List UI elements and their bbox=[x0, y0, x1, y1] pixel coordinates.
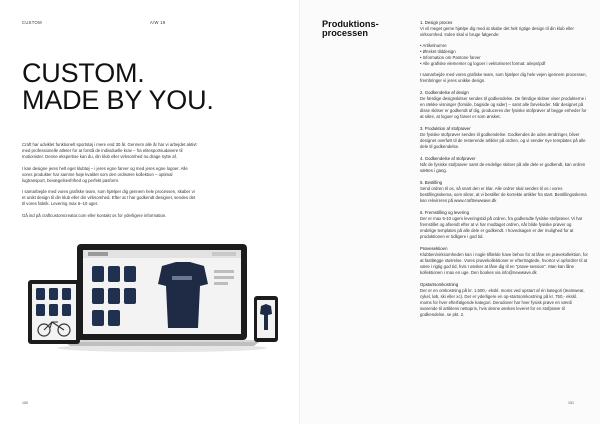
step-text: Når de fysiske stofprøver samt de endelige skitser på alle dele er godkendt, kan ordren sættes i gang. bbox=[420, 162, 586, 173]
season-label: A/W 19 bbox=[150, 20, 166, 25]
requirements-list bbox=[420, 43, 588, 67]
list-item: • Ønsket tilddesign bbox=[420, 49, 588, 55]
section-title-line-1: Produktions- bbox=[322, 19, 379, 29]
step-heading: 6. Fremstilling og levering bbox=[420, 210, 469, 215]
process-step bbox=[420, 90, 588, 120]
process-step bbox=[420, 156, 588, 174]
process-step bbox=[420, 126, 588, 150]
headline-line-1: CUSTOM. bbox=[22, 58, 145, 88]
step-heading: Prøvesektioen bbox=[420, 246, 448, 251]
intro-paragraph: I kan designe jeres helt eget klubtøj – i jeres egne farver og med jeres egne logoer. Alle vores produkter har samme høje kvalitet som den ordinære kollektion – optimal lugtransport, bevægelsesfrihed og perfekt pasform. bbox=[22, 165, 188, 183]
process-steps bbox=[420, 20, 588, 324]
process-step bbox=[420, 246, 588, 276]
step-text: I samarbejde med vores grafiske team, som hjælper dig hele vejen igennem processen, frembringer vi jeres unikke design. bbox=[420, 72, 587, 83]
process-step bbox=[420, 210, 588, 240]
step-heading: 3. Produktion af stofprøver bbox=[420, 126, 471, 131]
step-text: Der er max 6-10 ugers leveringstid på ordren, fra godkendte fysiske stofprøver. Vi har fremstillet og afsendt efter at vi har modtaget ordren, når blide fysiske prøver og endelige templates på alle dele er godkendt. I hovedsagen er der mulighed for at produktionen er tidligere i god tid. bbox=[420, 216, 583, 239]
step-heading: 1. Design proces bbox=[420, 20, 453, 25]
list-item: • Alle grafiske elementer og logoer i vektoriseret format: ai/eps/pdf bbox=[420, 61, 588, 67]
list-item: • Artikelnumre bbox=[420, 43, 588, 49]
step-heading: Opstartsomkostning bbox=[420, 282, 459, 287]
headline bbox=[22, 60, 214, 114]
product-configurator-image bbox=[22, 240, 287, 355]
page-number: 151 bbox=[568, 401, 574, 405]
intro-paragraph: Craft har udviklet funktionelt sportstøj i mere end 30 år. Gennem alle år har vi arbejdet aktivt med professionelle atleter for at forstå de individuelle krav – fra elitesportsudøvere til motionister. Denne ekspertise kan du, din klub eller virksomhed nu drage nytte af. bbox=[22, 142, 197, 159]
step-text: Klubben/virksomheden kan i nogle tilfælde have behov for at låne en prøvekollektion, for at fastlægge størrelse. Vores prøvekollektioner er eftertragtede, hvortor vi opfordrer til at være i rigtig god tid, hvis I ønsker at låne dig til en "prøve-session". Man kan låne kollektionen i max en uge. Den bookes via info@newwave.dk bbox=[420, 252, 588, 275]
intro-paragraph: Gå ind på craftcustomcreator.com eller kontakt os for yderligere information. bbox=[22, 212, 167, 218]
section-title-line-2: processen bbox=[322, 28, 368, 38]
configurator-illustration bbox=[22, 240, 287, 355]
step-text: De færdige designskitser sendes til godkendelse. De færdige skitser viser produkterne i en række visninger (forside, bagside og sider) – samt alle farvekoder. Når designet på disse skitser er godkendt af dig, produceres der fysiske stofprøver af begge enheder for at sikre, at logoer og farver er som ønsket. bbox=[420, 96, 587, 119]
section-title bbox=[322, 20, 379, 38]
page-number: 150 bbox=[22, 401, 28, 405]
step-text: Vi vil meget gerne hjælpe dig med at skabe det helt rigtige design til din klub eller virksomhed. Inden skal vi bruge følgende: bbox=[420, 26, 574, 37]
process-step bbox=[420, 282, 588, 318]
process-step bbox=[420, 20, 588, 84]
step-heading: 4. Godkendelse af stofprøver bbox=[420, 156, 476, 161]
step-text: Send ordren til os, så snart den er klar. Alle ordrer skal sendes til os i vores bestillingsskema, som sikrer, at vi bestiller de korrekte artikler fra start. Bestillingsskema kan rekvireres på www.craftnewwave.dk bbox=[420, 186, 587, 203]
headline-line-2: MADE BY YOU. bbox=[22, 85, 214, 115]
list-item: • Information om Pantone farver bbox=[420, 55, 588, 61]
step-text: De fysiske stofprøver sendes til godkendelse. Godkendes de uden ændringer, bliver designet overført til de resterende artikler på ordren, og vi sender nye templates på alle dele til godkendelse. bbox=[420, 132, 586, 149]
step-text: Der er en omkostning på kr. 1.500,- ekskl. moms ved opstart af én kategori (teamwear, cykel, løb, ski eller xc). Der er yderligere en op-startsomkostning på kr. 750,- ekskl. moms for hver efterfølgende kategori. Derudover har hver fysisk prøve en værdi svarende til artiklens nettopris, hvis denne ønskes leveret for en stofprøve til godkendelse, se pkt. 2. bbox=[420, 288, 585, 317]
intro-body bbox=[22, 142, 197, 224]
step-heading: 5. Bestilling bbox=[420, 180, 442, 185]
intro-paragraph: I samarbejde med vores grafiske team, som hjælper dig gennem hele processen, skaber vi et unikt design til din klub eller din virksomhed. Efter at I har godkendt designet, sendes det til vores fabrik. Levering max 6–10 uger. bbox=[22, 189, 196, 206]
step-heading: 2. Godkendelse af design bbox=[420, 90, 469, 95]
process-step bbox=[420, 180, 588, 204]
running-head: CUSTOM bbox=[22, 20, 42, 25]
